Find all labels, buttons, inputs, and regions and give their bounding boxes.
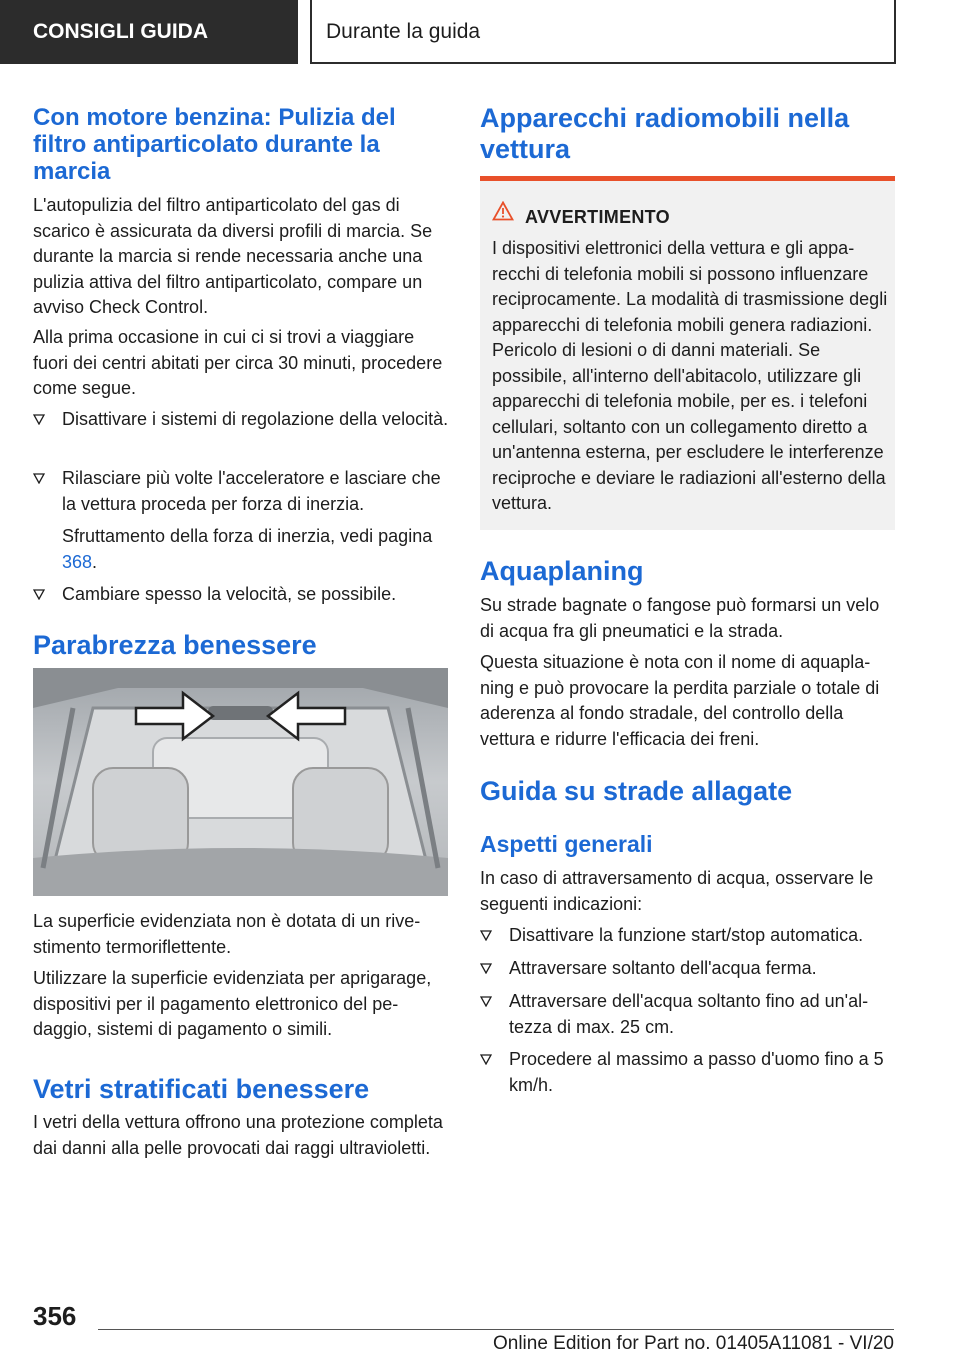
- paragraph-windshield-2: Utilizzare la superficie evidenziata per aprigarage, dispositivi per il pagamento elettronico del pedaggio, sistemi di pagamento o simili.: [33, 968, 432, 1039]
- list-item: [33, 582, 449, 608]
- triangle-bullet-icon: [480, 1054, 492, 1065]
- subnote-text: Sfruttamento della forza di inerzia, vedi pagina: [62, 526, 433, 546]
- bullet-subnote: [62, 524, 449, 575]
- car-interior-illustration: [33, 668, 448, 896]
- list-item: [33, 466, 449, 517]
- paragraph-aqua-1: Su strade bagnate o fangose può formarsi un velo di acqua fra gli pneumatici e la strada.: [480, 595, 880, 641]
- paragraph-windshield-1: La superficie evidenziata non è dotata di un rivestimento termoriflettente.: [33, 911, 421, 957]
- triangle-bullet-icon: [33, 414, 45, 425]
- list-item: [480, 1047, 896, 1098]
- subnote-end: .: [92, 551, 98, 572]
- paragraph-aqua-2: Questa situazione è nota con il nome di aquaplaning e può provocare la perdita parziale o totale di aderenza al fondo stradale, del controllo della vettura e ridurre l'efficacia dei freni.: [480, 652, 880, 749]
- heading-flooded-roads: Guida su strade allagate: [480, 776, 793, 806]
- bullet-text: Attraversare soltanto dell'acqua ferma.: [509, 958, 817, 978]
- paragraph-general: In caso di attraversamento di acqua, osservare le seguenti indicazioni:: [480, 868, 874, 914]
- heading-radio-devices: Apparecchi radiomobili nella vettura: [480, 103, 850, 164]
- warning-title: AVVERTIMENTO: [525, 207, 670, 227]
- list-item: [480, 956, 896, 982]
- triangle-bullet-icon: [480, 996, 492, 1007]
- heading-filter-cleaning: Con motore benzina: Pulizia del filtro antiparticolato durante la marcia: [33, 104, 396, 185]
- bullet-text: Cambiare spesso la velocità, se possibile.: [62, 584, 397, 604]
- heading-laminated-glass: Vetri stratificati benessere: [33, 1074, 370, 1104]
- footer-divider: [98, 1329, 894, 1330]
- page-number: 356: [33, 1301, 77, 1331]
- warning-text: I dispositivi elettronici della vettura e gli apparecchi di telefonia mobili si possono influenzare reciprocamente. La modalità di trasmissione degli apparecchi di telefonia mobili genera radiazioni. Pericolo di lesioni o di danni materiali. Se possibile, all'interno dell'abitacolo, utilizzare gli apparecchi di telefonia mobile, per es. i telefoni cellulari, soltanto con un collegamento diretto a un'antenna esterna, per escludere le interferenze reciproche e deviare le radiazioni all'esterno della vettura.: [492, 238, 888, 513]
- page-reference-link[interactable]: 368: [62, 551, 93, 572]
- paragraph-filter-2: Alla prima occasione in cui ci si trovi a viaggiare fuori dei centri abitati per circa 30 minuti, procedere come segue.: [33, 327, 443, 398]
- paragraph-filter-1: L'autopulizia del filtro antiparticolato del gas di scarico è assicurata da diversi profili di marcia. Se durante la marcia si rende necessaria anche una pulizia attiva del filtro antiparticolato, compare un avviso Check Control.: [33, 195, 433, 317]
- bullet-text: Disattivare i sistemi di regolazione della velocità.: [62, 409, 449, 429]
- bullet-text: Disattivare la funzione start/stop automatica.: [509, 925, 864, 945]
- header-chapter-title: Durante la guida: [310, 0, 896, 64]
- footer-edition: Online Edition for Part no. 01405A11081 - VI/20: [492, 1333, 894, 1354]
- warning-box: [480, 176, 895, 530]
- triangle-bullet-icon: [480, 930, 492, 941]
- triangle-bullet-icon: [33, 473, 45, 484]
- triangle-bullet-icon: [33, 589, 45, 600]
- bullet-text: Rilasciare più volte l'acceleratore e lasciare che la vettura proceda per forza di inerzia.: [62, 468, 441, 514]
- paragraph-glass: I vetri della vettura offrono una protezione completa dai danni alla pelle provocati dai raggi ultravioletti.: [33, 1112, 443, 1158]
- heading-windshield: Parabrezza benessere: [33, 630, 317, 660]
- bullet-text: Procedere al massimo a passo d'uomo fino a 5 km/h.: [509, 1049, 884, 1095]
- windshield-photo: [33, 668, 448, 896]
- heading-aquaplaning: Aquaplaning: [480, 556, 644, 586]
- list-item: [33, 407, 449, 433]
- list-item: [480, 989, 896, 1040]
- heading-general-aspects: Aspetti generali: [480, 831, 653, 857]
- list-item: [480, 923, 896, 949]
- header-section-label: CONSIGLI GUIDA: [0, 0, 298, 64]
- warning-triangle-icon: [492, 201, 514, 221]
- bullet-text: Attraversare dell'acqua soltanto fino ad un'altezza di max. 25 cm.: [509, 991, 869, 1037]
- triangle-bullet-icon: [480, 963, 492, 974]
